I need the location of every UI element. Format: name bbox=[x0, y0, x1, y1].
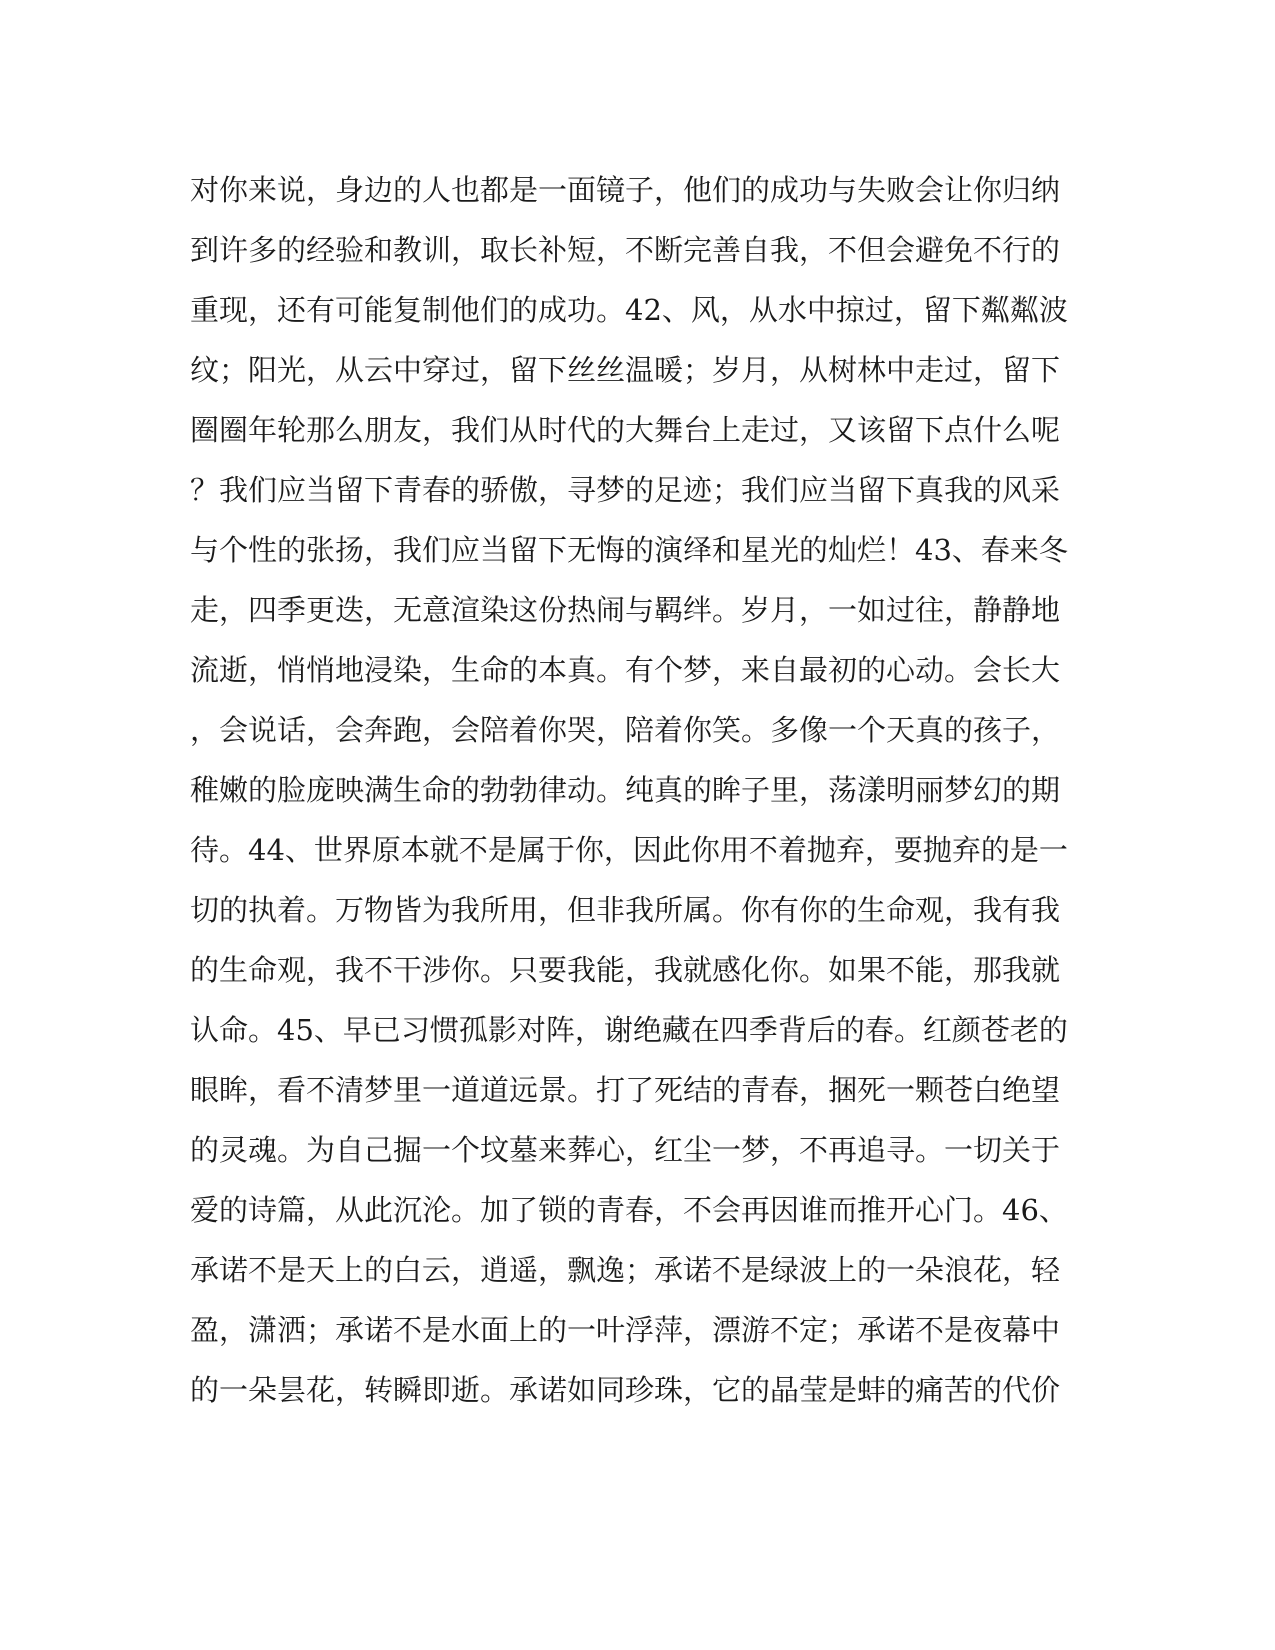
text-line: 盈，潇洒；承诺不是水面上的一叶浮萍，漂游不定；承诺不是夜幕中 bbox=[190, 1313, 1061, 1347]
text-line: ，会说话，会奔跑，会陪着你哭，陪着你笑。多像一个天真的孩子， bbox=[190, 713, 1061, 747]
text-line: 眼眸，看不清梦里一道道远景。打了死结的青春，捆死一颗苍白绝望 bbox=[190, 1073, 1061, 1107]
text-line: 的生命观，我不干涉你。只要我能，我就感化你。如果不能，那我就 bbox=[190, 953, 1061, 987]
text-line: 待。44、世界原本就不是属于你，因此你用不着抛弃，要抛弃的是一 bbox=[190, 833, 1068, 867]
text-line: 圈圈年轮那么朋友，我们从时代的大舞台上走过，又该留下点什么呢 bbox=[190, 413, 1061, 447]
text-line: 重现，还有可能复制他们的成功。42、风，从水中掠过，留下粼粼波 bbox=[190, 293, 1068, 327]
text-line: 的一朵昙花，转瞬即逝。承诺如同珍珠，它的晶莹是蚌的痛苦的代价 bbox=[190, 1373, 1061, 1407]
text-line: 与个性的张扬，我们应当留下无悔的演绎和星光的灿烂！43、春来冬 bbox=[190, 533, 1068, 567]
text-line: 纹；阳光，从云中穿过，留下丝丝温暖；岁月，从树林中走过，留下 bbox=[190, 353, 1061, 387]
text-line: ？我们应当留下青春的骄傲，寻梦的足迹；我们应当留下真我的风采 bbox=[190, 473, 1061, 507]
text-line: 承诺不是天上的白云，逍遥，飘逸；承诺不是绿波上的一朵浪花，轻 bbox=[190, 1253, 1061, 1287]
text-line: 到许多的经验和教训，取长补短，不断完善自我，不但会避免不行的 bbox=[190, 233, 1061, 267]
text-line: 流逝，悄悄地浸染，生命的本真。有个梦，来自最初的心动。会长大 bbox=[190, 653, 1061, 687]
text-line: 认命。45、早已习惯孤影对阵，谢绝藏在四季背后的春。红颜苍老的 bbox=[190, 1013, 1068, 1047]
text-line: 的灵魂。为自己掘一个坟墓来葬心，红尘一梦，不再追寻。一切关于 bbox=[190, 1133, 1061, 1167]
text-line: 爱的诗篇，从此沉沦。加了锁的青春，不会再因谁而推开心门。46、 bbox=[190, 1193, 1068, 1227]
text-line: 走，四季更迭，无意渲染这份热闹与羁绊。岁月，一如过往，静静地 bbox=[190, 593, 1061, 627]
text-line: 稚嫩的脸庞映满生命的勃勃律动。纯真的眸子里，荡漾明丽梦幻的期 bbox=[190, 773, 1061, 807]
body-text bbox=[190, 160, 1068, 1420]
text-line: 对你来说，身边的人也都是一面镜子，他们的成功与失败会让你归纳 bbox=[190, 173, 1061, 207]
text-line: 切的执着。万物皆为我所用，但非我所属。你有你的生命观，我有我 bbox=[190, 893, 1061, 927]
